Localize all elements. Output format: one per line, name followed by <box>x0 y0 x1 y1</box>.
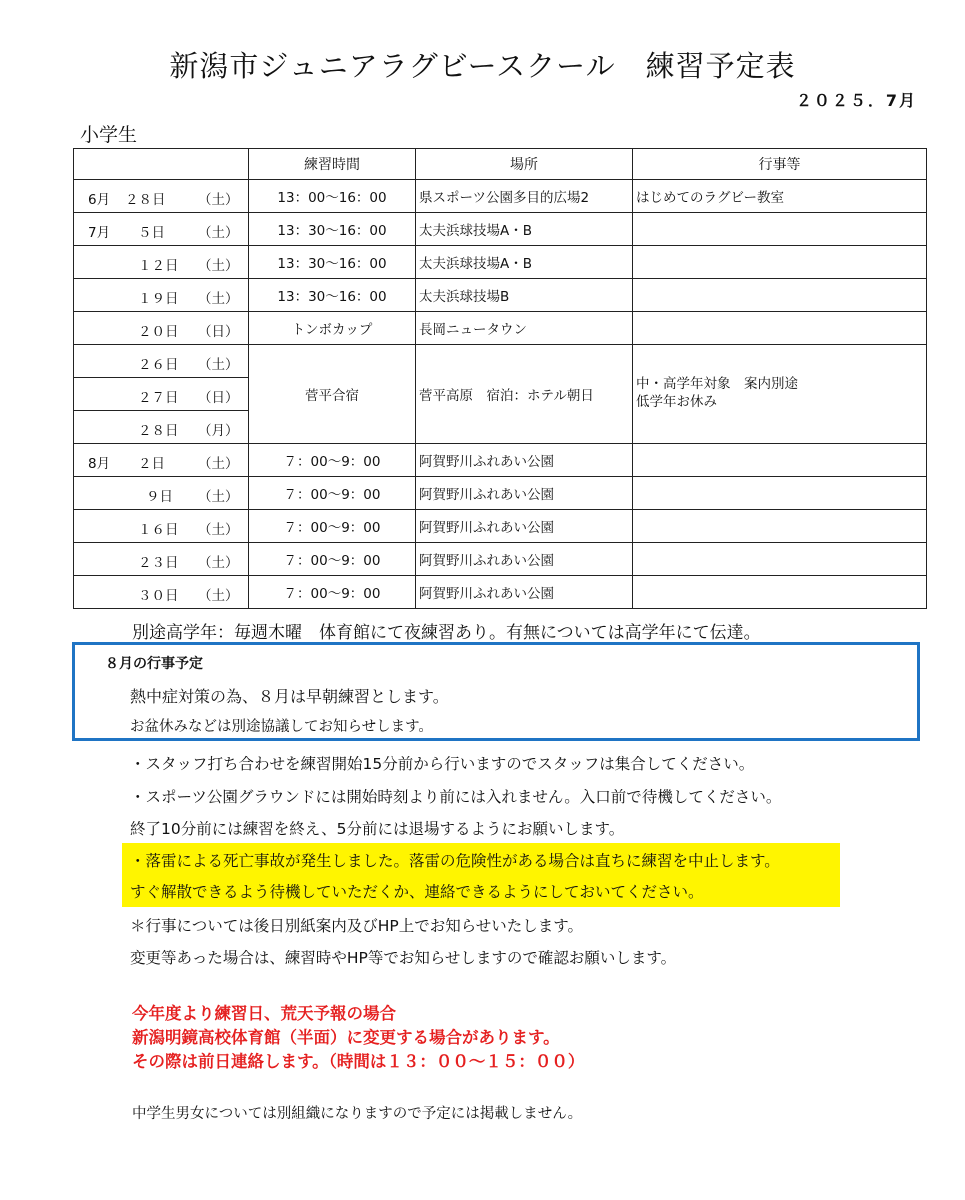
time-cell: ７：00〜9：00 <box>249 444 416 477</box>
day: ２８日 <box>125 192 166 208</box>
camp-event-line: 中・高学年対象 案内別途 <box>636 376 798 392</box>
header-time: 練習時間 <box>249 149 416 180</box>
event-cell <box>633 213 927 246</box>
event-cell <box>633 246 927 279</box>
date-cell <box>74 279 249 312</box>
event-cell <box>633 312 927 345</box>
warning-line: すぐ解散できるよう待機していただくか、連絡できるようにしておいてください。 <box>130 883 704 901</box>
box-line: 熱中症対策の為、８月は早朝練習とします。 <box>130 687 449 706</box>
time-cell: 13：00〜16：00 <box>249 180 416 213</box>
event-cell <box>633 576 927 609</box>
date-cell <box>74 345 249 378</box>
warning-line: ・落雷による死亡事故が発生しました。落雷の危険性がある場合は直ちに練習を中止します。 <box>130 852 780 870</box>
date-cell <box>74 312 249 345</box>
table-row <box>74 543 927 576</box>
table-row <box>74 312 927 345</box>
event-cell <box>633 279 927 312</box>
staff-note: ・スタッフ打ち合わせを練習開始15分前から行いますのでスタッフは集合してください。 <box>130 755 755 773</box>
weather-notice-line: 新潟明鏡高校体育館（半面）に変更する場合があります。 <box>132 1028 560 1047</box>
weekday: （土） <box>198 456 239 472</box>
weekday: （土） <box>198 357 239 373</box>
header-place: 場所 <box>416 149 633 180</box>
table-row <box>74 510 927 543</box>
place-cell: 阿賀野川ふれあい公園 <box>416 543 633 576</box>
day: １６日 <box>138 522 179 538</box>
lightning-warning <box>122 843 840 907</box>
weekday: （土） <box>198 588 239 604</box>
camp-event-line: 低学年お休み <box>636 394 717 410</box>
place-cell: 太夫浜球技場B <box>416 279 633 312</box>
date-cell <box>74 444 249 477</box>
time-cell: ７：00〜9：00 <box>249 576 416 609</box>
event-cell <box>633 477 927 510</box>
weekday: （土） <box>198 225 239 241</box>
month: 6月 <box>88 192 111 208</box>
table-header-row <box>74 149 927 180</box>
date-cell <box>74 246 249 279</box>
date-cell <box>74 543 249 576</box>
date-cell <box>74 576 249 609</box>
table-row <box>74 279 927 312</box>
weather-notice-line: 今年度より練習日、荒天予報の場合 <box>132 1004 396 1023</box>
table-row <box>74 180 927 213</box>
weekday: （月） <box>198 423 239 439</box>
table-row <box>74 444 927 477</box>
weekday: （土） <box>198 291 239 307</box>
header-date <box>74 149 249 180</box>
header-event: 行事等 <box>633 149 927 180</box>
place-cell: 阿賀野川ふれあい公園 <box>416 477 633 510</box>
time-cell: 13：30〜16：00 <box>249 279 416 312</box>
footer-note: 中学生男女については別組織になりますので予定には掲載しません。 <box>132 1106 583 1122</box>
date-cell <box>74 213 249 246</box>
date-cell <box>74 378 249 411</box>
place-cell: 太夫浜球技場A・B <box>416 246 633 279</box>
day: ２８日 <box>138 423 179 439</box>
place-cell: 阿賀野川ふれあい公園 <box>416 510 633 543</box>
date-cell <box>74 477 249 510</box>
day: ３０日 <box>138 588 179 604</box>
camp-time-cell: 菅平合宿 <box>249 345 416 444</box>
time-cell: 13：30〜16：00 <box>249 246 416 279</box>
events-note: ＊行事については後日別紙案内及びHP上でお知らせいたします。 <box>130 917 583 935</box>
day: ５日 <box>138 225 165 241</box>
day: ２０日 <box>138 324 179 340</box>
schedule-date: ２０２５．7月 <box>795 91 917 110</box>
weekday: （土） <box>198 489 239 505</box>
day: ２３日 <box>138 555 179 571</box>
place-cell: 県スポーツ公園多目的広場2 <box>416 180 633 213</box>
day: ９日 <box>146 489 173 505</box>
date-cell <box>74 411 249 444</box>
table-row <box>74 345 927 378</box>
event-cell: はじめてのラグビー教室 <box>633 180 927 213</box>
day: １２日 <box>138 258 179 274</box>
camp-place-cell: 菅平高原 宿泊：ホテル朝日 <box>416 345 633 444</box>
weekday: （土） <box>198 258 239 274</box>
table-row <box>74 576 927 609</box>
month: 7月 <box>88 225 111 241</box>
changes-note: 変更等あった場合は、練習時やHP等でお知らせしますので確認お願いします。 <box>130 949 677 967</box>
day: ２６日 <box>138 357 179 373</box>
event-cell <box>633 444 927 477</box>
table-row <box>74 477 927 510</box>
time-cell: 13：30〜16：00 <box>249 213 416 246</box>
weekday: （土） <box>198 192 239 208</box>
weather-notice-line: その際は前日連絡します。（時間は１３：００〜１５：００） <box>132 1052 585 1071</box>
page-title: 新潟市ジュニアラグビースクール 練習予定表 <box>169 49 796 83</box>
august-events-box <box>72 642 920 741</box>
event-cell <box>633 510 927 543</box>
weekday: （土） <box>198 522 239 538</box>
weekday: （日） <box>198 324 239 340</box>
time-cell: ７：00〜9：00 <box>249 510 416 543</box>
place-cell: 阿賀野川ふれあい公園 <box>416 444 633 477</box>
date-cell <box>74 180 249 213</box>
section-label: 小学生 <box>80 124 138 146</box>
month: 8月 <box>88 456 111 472</box>
time-cell: ７：00〜9：00 <box>249 477 416 510</box>
upper-note: 別途高学年：毎週木曜 体育館にて夜練習あり。有無については高学年にて伝達。 <box>132 623 761 643</box>
place-cell: 阿賀野川ふれあい公園 <box>416 576 633 609</box>
day: １９日 <box>138 291 179 307</box>
place-cell: 太夫浜球技場A・B <box>416 213 633 246</box>
place-cell: 長岡ニュータウン <box>416 312 633 345</box>
weekday: （日） <box>198 390 239 406</box>
box-line: お盆休みなどは別途協議してお知らせします。 <box>130 719 433 735</box>
table-row <box>74 246 927 279</box>
day: ２日 <box>138 456 165 472</box>
table-row <box>74 213 927 246</box>
event-cell <box>633 543 927 576</box>
time-cell: ７：00〜9：00 <box>249 543 416 576</box>
schedule-table <box>73 148 927 609</box>
time-cell: トンボカップ <box>249 312 416 345</box>
end-note: 終了10分前には練習を終え、5分前には退場するようにお願いします。 <box>130 820 625 838</box>
date-cell <box>74 510 249 543</box>
camp-event-cell <box>633 345 927 444</box>
box-heading: ８月の行事予定 <box>105 656 203 672</box>
weekday: （土） <box>198 555 239 571</box>
day: ２７日 <box>138 390 179 406</box>
ground-note: ・スポーツ公園グラウンドには開始時刻より前には入れません。入口前で待機してください。 <box>130 788 782 806</box>
